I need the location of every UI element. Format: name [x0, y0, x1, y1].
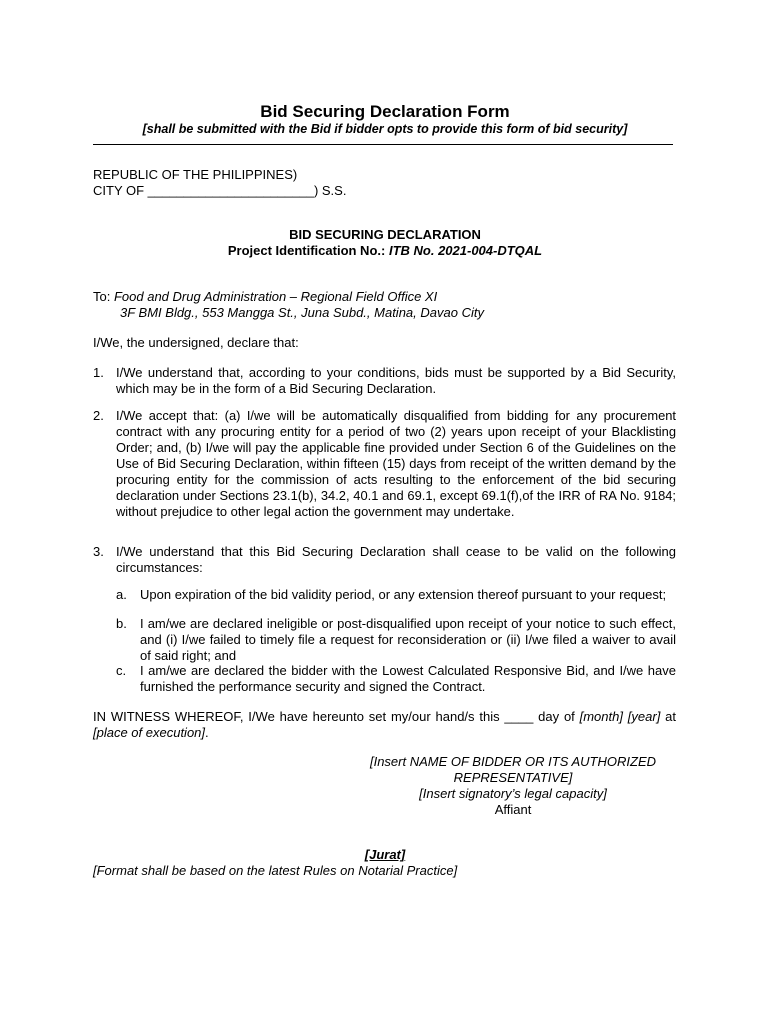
project-label: Project Identification No.:: [227, 243, 386, 258]
jurat-label: [Jurat]: [364, 847, 406, 862]
clause-3-number: 3.: [93, 544, 104, 559]
clause-3-text: I/We understand that this Bid Securing Declaration shall cease to be valid on the following circumstances:: [116, 544, 676, 575]
clause-1-number: 1.: [93, 365, 104, 380]
project-number: ITB No. 2021-004-DTQAL: [388, 243, 543, 258]
witness-text: IN WITNESS WHEREOF, I/We have hereunto set my/our hand/s this ____ day of: [93, 709, 580, 724]
signature-capacity: [Insert signatory’s legal capacity]: [419, 786, 607, 801]
item-c-letter: c.: [116, 663, 127, 678]
item-a-text: Upon expiration of the bid validity period, or any extension thereof pursuant to your request;: [140, 587, 667, 602]
item-c-text: I am/we are declared the bidder with the Lowest Calculated Responsive Bid, and I/we have furnished the performance security and signed the Contract.: [140, 663, 676, 694]
witness-year: [year]: [627, 709, 661, 724]
item-b-text: I am/we are declared ineligible or post-disqualified upon receipt of your notice to such effect, and (i) I/we failed to timely file a request for reconsideration or (ii) I/we filed a waiver to avail of said right; and: [140, 616, 676, 663]
form-subtitle: [shall be submitted with the Bid if bidder opts to provide this form of bid security]: [142, 122, 628, 136]
project-identification: [0, 243, 770, 259]
signature-role: Affiant: [494, 802, 532, 817]
clause-2-number: 2.: [93, 408, 104, 423]
declaration-heading: BID SECURING DECLARATION: [289, 227, 481, 242]
venue-city: CITY OF _______________________) S.S.: [93, 183, 347, 198]
addressee-address: 3F BMI Bldg., 553 Mangga St., Juna Subd., Matina, Davao City: [120, 305, 484, 320]
witness-place: [place of execution]: [93, 725, 206, 740]
item-b-letter: b.: [116, 616, 127, 631]
addressee-line: [93, 289, 437, 305]
signature-name-line2: REPRESENTATIVE]: [453, 770, 573, 785]
form-title: Bid Securing Declaration Form: [260, 102, 510, 121]
venue-republic: REPUBLIC OF THE PHILIPPINES): [93, 167, 298, 182]
to-label: To:: [93, 289, 111, 304]
addressee-name: Food and Drug Administration – Regional Field Office XI: [113, 289, 438, 304]
clause-2-text: I/We accept that: (a) I/we will be automatically disqualified from bidding for any procurement contract with any procuring entity for a period of two (2) years upon receipt of your Blacklisting Order; and, (b) I/we will pay the applicable fine provided under Section 6 of the Guidelines on the Use of Bid Securing Declaration, within fifteen (15) days from receipt of the written demand by the procuring entity for the commission of acts resulting to the enforcement of the bid securing declaration under Sections 23.1(b), 34.2, 40.1 and 69.1, except 69.1(f),of the IRR of RA No. 9184; without prejudice to other legal action the government may undertake.: [116, 408, 676, 519]
signature-name-line1: [Insert NAME OF BIDDER OR ITS AUTHORIZED: [369, 754, 657, 769]
witness-at: at: [660, 709, 676, 724]
witness-end: .: [205, 725, 209, 740]
divider-line: [93, 144, 673, 145]
declaration-intro: I/We, the undersigned, declare that:: [93, 335, 299, 350]
clause-1-text: I/We understand that, according to your conditions, bids must be supported by a Bid Security, which may be in the form of a Bid Securing Declaration.: [116, 365, 676, 396]
jurat-note: [Format shall be based on the latest Rules on Notarial Practice]: [93, 863, 458, 878]
witness-paragraph: [93, 709, 676, 741]
item-a-letter: a.: [116, 587, 127, 602]
witness-month: [month]: [579, 709, 623, 724]
